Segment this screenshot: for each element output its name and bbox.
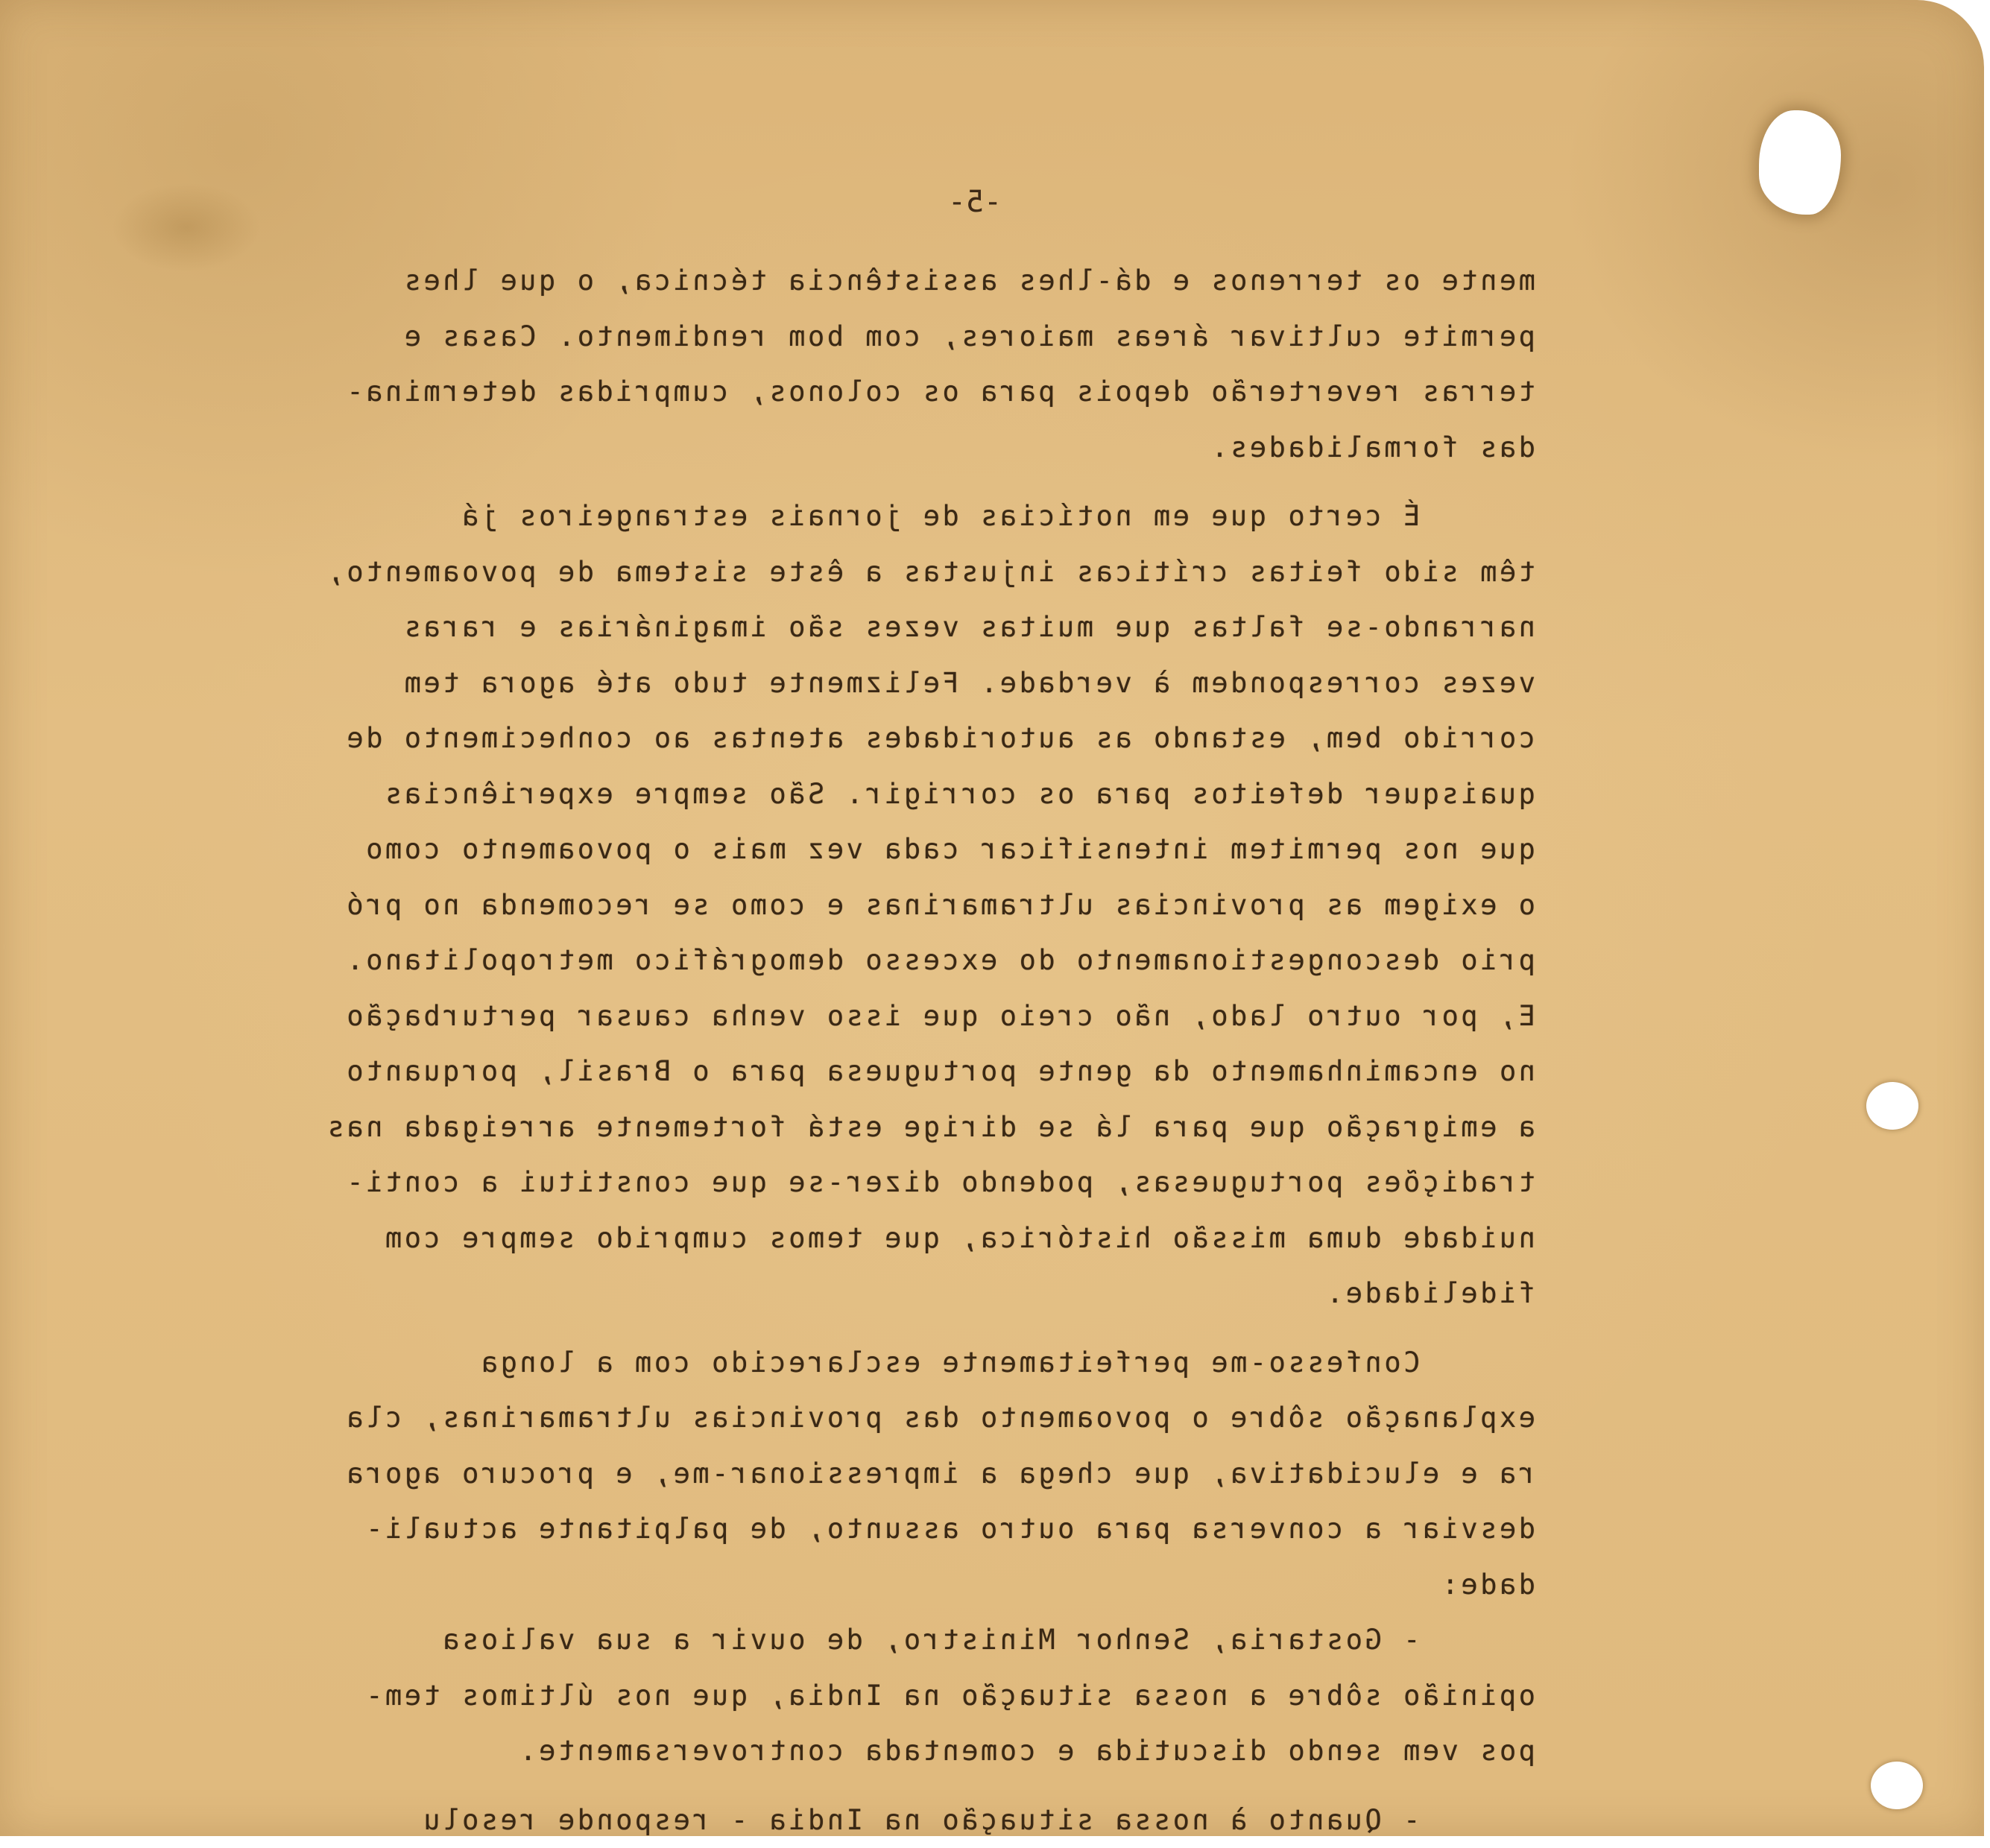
text-line: o exigem as provincias ultramarinas e como se recomenda no pró [119,878,1535,934]
torn-corner-hole [1759,110,1841,215]
text-line: corrido bem, estando as autoridades atentas ao conhecimento de [119,711,1535,767]
text-line: a emigração que para lá se dirige está fortemente arreigada nas [119,1100,1535,1156]
punch-hole [1866,1082,1918,1130]
text-line: explanação sôbre o povoamento das provincias ultramarinas, cla [119,1390,1535,1446]
text-line: desviar a conversa para outro assunto, de palpitante actuali- [119,1502,1535,1557]
text-line: tradições portuguesas, podendo dizer-se que constitui a conti- [119,1155,1535,1211]
page-number: -5- [938,185,1012,219]
text-line: das formalidades. [119,420,1535,476]
text-line: - Quanto à nossa situação na India - responde resolu [119,1793,1535,1848]
text-line: opinião sôbre a nossa situação na India, que nos últimos tem- [119,1668,1535,1724]
text-line: E, por outro lado, não creio que isso venha causar perturbação [119,989,1535,1045]
text-line: narrando-se faltas que muitas vezes são imaginárias e raras [119,600,1535,656]
text-line: terras reverterão depois para os colonos, cumpridas determina- [119,364,1535,420]
punch-hole [1871,1762,1923,1809]
text-line: prio descongestionamento do excesso demográfico metropolitano. [119,933,1535,989]
typewritten-text [119,253,1535,1848]
text-line: vezes correspondem à verdade. Felizmente tudo até agora tem [119,656,1535,712]
text-line: pos vem sendo discutida e comentada controversamente. [119,1724,1535,1779]
text-line: - Gostaria, Senhor Ministro, de ouvir a sua valiosa [119,1613,1535,1668]
text-line: no encaminhamento da gente portuguesa para o Brasil, porquanto [119,1044,1535,1100]
text-line: dade: [119,1557,1535,1613]
text-line: têm sido feitas críticas injustas a êste sistema de povoamento, [119,545,1535,601]
text-line: que nos permitem intensificar cada vez mais o povoamento como [119,822,1535,878]
text-line: nuidade duma missão histórica, que temos cumprido sempre com [119,1211,1535,1267]
text-line: permite cultivar áreas maiores, com bom rendimento. Casas e [119,309,1535,365]
text-line: mente os terrenos e dá-lhes assistência técnica, o que lhes [119,253,1535,309]
text-line: Confesso-me perfeitamente esclarecido com a longa [119,1335,1535,1391]
text-line: quaisquer defeitos para os corrigir. São sempre experiências [119,767,1535,823]
text-line: ra e elucidativa, que chega a impressionar-me, e procuro agora [119,1446,1535,1502]
text-line: fidelidade. [119,1266,1535,1322]
text-line: É certo que em notícias de jornais estrangeiros já [119,489,1535,545]
